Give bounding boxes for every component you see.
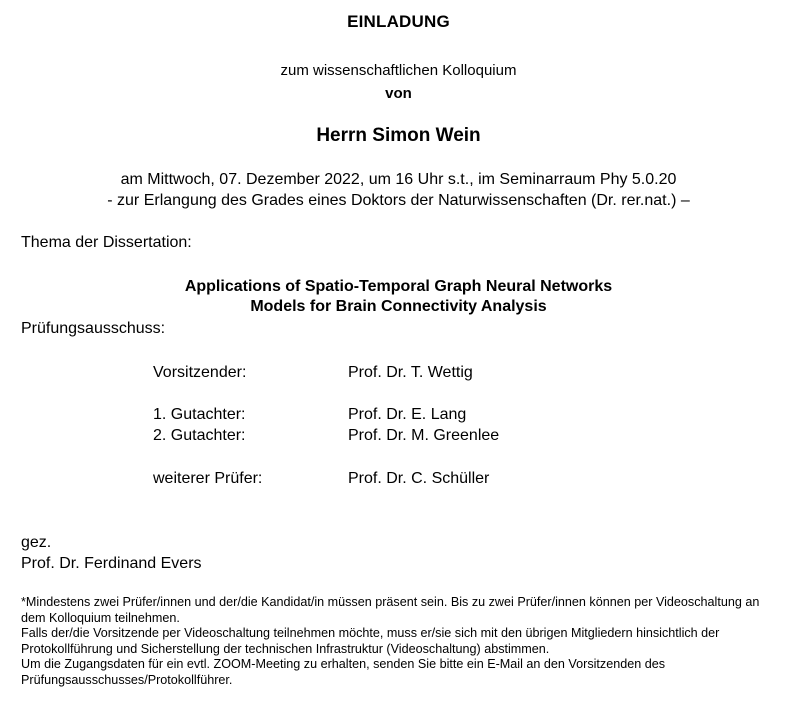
signature-gez: gez. [21, 534, 52, 551]
committee-member-chair: Prof. Dr. T. Wettig [348, 364, 473, 381]
candidate-name: Herrn Simon Wein [316, 125, 481, 146]
signature-name: Prof. Dr. Ferdinand Evers [21, 555, 202, 572]
committee-role-reviewer-2: 2. Gutachter: [153, 427, 246, 444]
committee-role-examiner: weiterer Prüfer: [153, 470, 263, 487]
dissertation-label: Thema der Dissertation: [21, 234, 192, 251]
committee-role-reviewer-1: 1. Gutachter: [153, 406, 246, 423]
footnote [21, 595, 781, 689]
committee-role-chair: Vorsitzender: [153, 364, 247, 381]
document-subtitle: zum wissenschaftlichen Kolloquium [280, 62, 517, 79]
dissertation-title-line-2: Models for Brain Connectivity Analysis [250, 298, 547, 315]
committee-member-reviewer-1: Prof. Dr. E. Lang [348, 406, 467, 423]
committee-member-reviewer-2: Prof. Dr. M. Greenlee [348, 427, 500, 444]
committee-label: Prüfungsausschuss: [21, 320, 166, 337]
degree-line: - zur Erlangung des Grades eines Doktors der Naturwissenschaften (Dr. rer.nat.) – [107, 192, 690, 209]
footnote-paragraph-2: Falls der/die Vorsitzende per Videoschaltung teilnehmen möchte, muss er/sie sich mit den übrigen Mitgliedern hinsichtlich der Protokollführung und Sicherstellung der technischen Infrastruktur (Videoschaltung) abstimmen. [21, 626, 720, 656]
footnote-paragraph-3: Um die Zugangsdaten für ein evtl. ZOOM-Meeting zu erhalten, senden Sie bitte ein E-Mail an den Vorsitzenden des Prüfungsausschusses/Protokollführer. [21, 657, 666, 687]
document-title: EINLADUNG [347, 12, 450, 31]
dissertation-title-line-1: Applications of Spatio-Temporal Graph Neural Networks [184, 278, 613, 295]
date-location-line: am Mittwoch, 07. Dezember 2022, um 16 Uhr s.t., im Seminarraum Phy 5.0.20 [120, 171, 677, 188]
footnote-paragraph-1: *Mindestens zwei Prüfer/innen und der/die Kandidat/in müssen präsent sein. Bis zu zwei Prüfer/innen können per Videoschaltung an dem Kolloquium teilnehmen. [21, 595, 760, 625]
committee-member-examiner: Prof. Dr. C. Schüller [348, 470, 490, 487]
von-label: von [385, 85, 412, 102]
